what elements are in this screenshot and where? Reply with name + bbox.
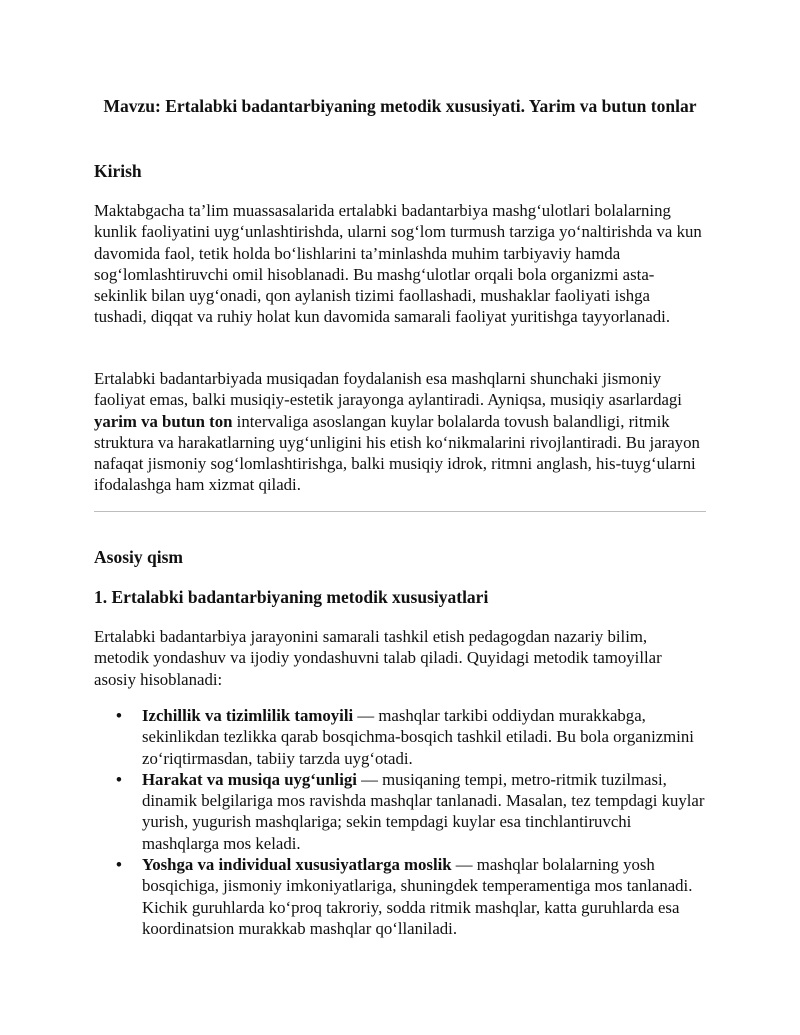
list-item <box>94 705 706 769</box>
main-paragraph-1: Ertalabki badantarbiya jarayonini samarali tashkil etish pedagogdan nazariy bilim, metodik yondashuv va ijodiy yondashuvni talab qiladi. Quyidagi metodik tamoyillar asosiy hisoblanadi: <box>94 627 662 689</box>
main-subheading: 1. Ertalabki badantarbiyaning metodik xususiyatlari <box>94 587 489 607</box>
list-item <box>94 769 706 854</box>
bullet-icon: • <box>116 706 122 725</box>
list-item-text: — mashqlar tarkibi oddiydan murakkabga, sekinlikdan tezlikka qarab bosqichma-bosqich tashkil etiladi. Bu bola organizmini zo‘riqtirmasdan, tabiiy tarzda uyg‘otadi. <box>142 706 694 768</box>
intro-paragraph-1: Maktabgacha ta’lim muassasalarida ertalabki badantarbiya mashg‘ulotlari bolalarning kunlik faoliyatini uyg‘unlashtirishda, ularni sog‘lom turmush tarziga yo‘naltirishda va kun davomida faol, tetik holda bo‘lishlarini ta’minlashda muhim tarbiyaviy hamda sog‘lomlashtiruvchi omil hisoblanadi. Bu mashg‘ulotlar orqali bola organizmi asta-sekinlik bilan uyg‘onadi, qon aylanish tizimi faollashadi, mushaklar faoliyati ishga tushadi, diqqat va ruhiy holat kun davomida samarali faoliyat yuritishga tayyorlanadi. <box>94 201 702 327</box>
bullet-icon: • <box>116 855 122 875</box>
list-item <box>94 854 706 939</box>
principles-list <box>94 705 706 939</box>
list-item-bold: Yoshga va individual xususiyatlarga moslik <box>142 855 452 875</box>
section-divider <box>94 511 706 512</box>
intro-paragraph-2-bold: yarim va butun ton <box>94 411 233 431</box>
list-item-bold: Harakat va musiqa uyg‘unligi <box>142 769 357 789</box>
list-item-bold: Izchillik va tizimlilik tamoyili <box>142 706 354 725</box>
main-heading: Asosiy qism <box>94 547 183 567</box>
list-item-text: — musiqaning tempi, metro-ritmik tuzilmasi, dinamik belgilariga mos ravishda mashqlar tanlanadi. Masalan, tez tempdagi kuylar yurish, yugurish mashqlariga; sekin tempdagi kuylar esa tinchlantiruvchi mashqlarga mos keladi. <box>142 769 705 853</box>
intro-paragraph-2-text-a: Ertalabki badantarbiyada musiqadan foydalanish esa mashqlarni shunchaki jismoniy faoliyat emas, balki musiqiy-estetik jarayonga aylantiradi. Ayniqsa, musiqiy asarlardagi <box>94 369 682 410</box>
bullet-icon: • <box>116 769 122 789</box>
intro-paragraph-2-text-b: intervaliga asoslangan kuylar bolalarda tovush balandligi, ritmik struktura va harakatlarning uyg‘unligini his etish ko‘nikmalarini rivojlantiradi. Bu jarayon nafaqat jismoniy sog‘lomlashtirishga, balki musiqiy idrok, ritmni anglash, his-tuyg‘ularni ifodalashga ham xizmat qiladi. <box>94 411 700 495</box>
intro-heading: Kirish <box>94 161 142 181</box>
document-title: Mavzu: Ertalabki badantarbiyaning metodik xususiyati. Yarim va butun tonlar <box>103 96 697 116</box>
intro-paragraph-2 <box>94 368 706 496</box>
list-item-text: — mashqlar bolalarning yosh bosqichiga, jismoniy imkoniyatlariga, shuningdek temperamentiga mos tanlanadi. Kichik guruhlarda ko‘proq takroriy, sodda ritmik mashqlar, katta guruhlarda esa koordinatsion murakkab mashqlar qo‘llaniladi. <box>142 855 693 938</box>
